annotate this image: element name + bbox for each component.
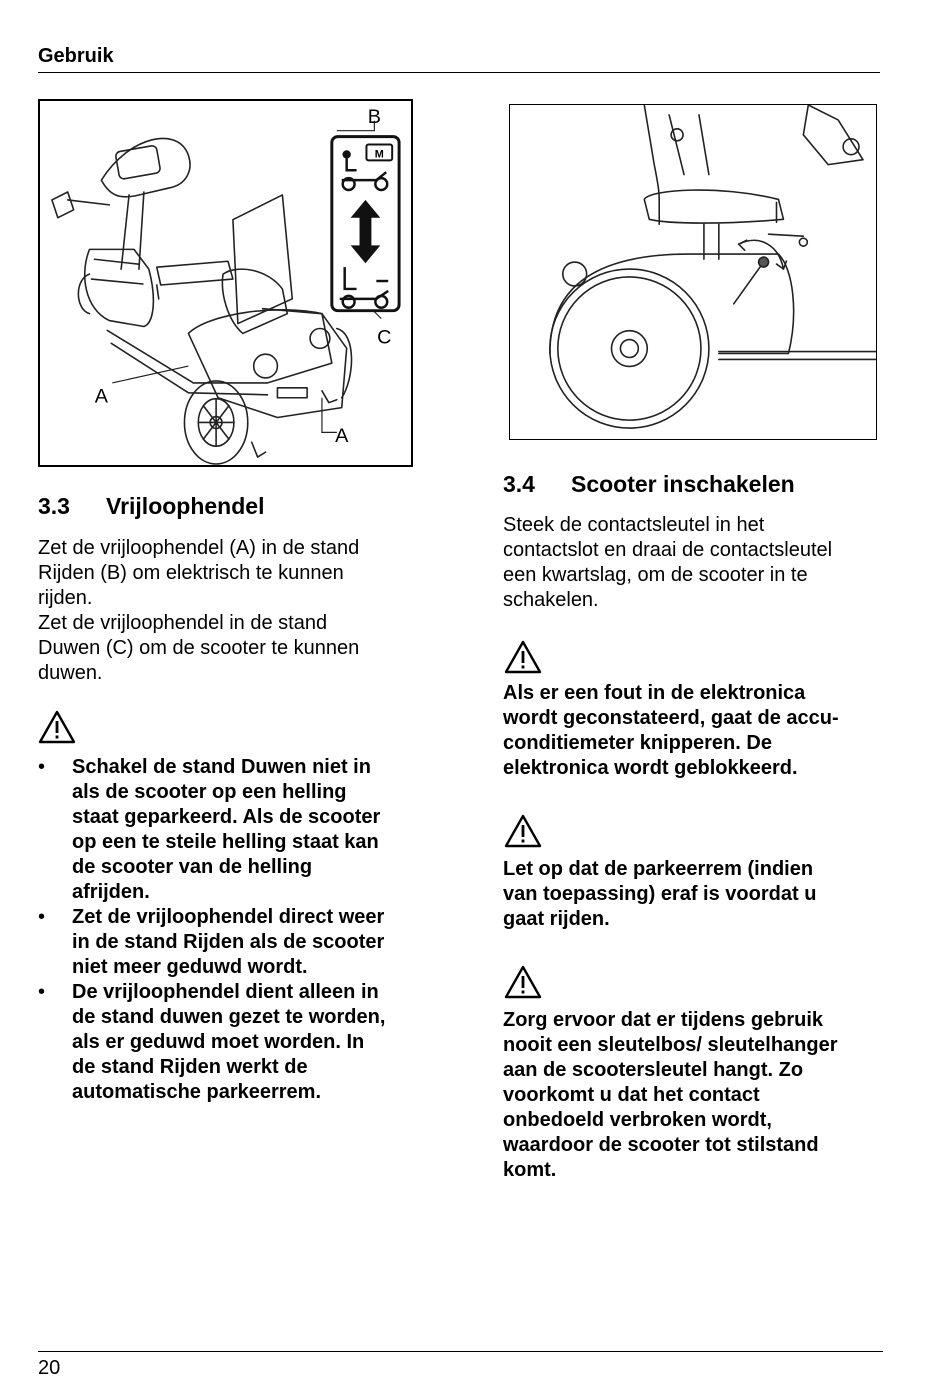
- figure-freewheel-lever: [38, 99, 413, 467]
- figure-seat-detail: [509, 104, 877, 440]
- body-line: contactslot en draai de contactsleutel: [503, 539, 833, 561]
- list-item: • Zet de vrijloophendel direct weer in de stand Rijden als de scooter niet meer geduwd wordt.: [38, 905, 428, 980]
- scooter-illustration: [40, 101, 411, 465]
- warning-text-keychain: Zorg ervoor dat er tijdens gebruik nooit een sleutelbos/ sleutelhanger aan de scootersleutel hangt. Zo voorkomt u dat het contact onbedoeld verbroken wordt, waardoor de scooter tot stilstand komt.: [503, 1009, 838, 1181]
- body-line: rijden.: [38, 587, 93, 609]
- body-line: Steek de contactsleutel in het: [503, 514, 765, 536]
- warning-bullet-list: [38, 755, 428, 1105]
- running-header: Gebruik: [38, 45, 114, 67]
- section-number: 3.4: [503, 471, 535, 497]
- section-title: Scooter inschakelen: [571, 471, 795, 497]
- warning-triangle-icon: [504, 965, 542, 999]
- warning-triangle-icon: [38, 710, 76, 744]
- callout-a-left: A: [94, 385, 108, 408]
- section-3-4-body: [503, 513, 883, 613]
- body-line: schakelen.: [503, 589, 599, 611]
- section-3-3-body: [38, 536, 418, 686]
- body-line: Duwen (C) om de scooter te kunnen: [38, 637, 360, 659]
- body-line: duwen.: [38, 662, 103, 684]
- body-line: een kwartslag, om de scooter in te: [503, 564, 808, 586]
- callout-a-right: A: [335, 425, 349, 448]
- lever-mode-label: M: [374, 148, 384, 161]
- section-heading-3-3: [38, 493, 264, 520]
- section-number: 3.3: [38, 493, 70, 519]
- footer-rule: [38, 1351, 883, 1352]
- body-line: Zet de vrijloophendel in de stand: [38, 612, 328, 634]
- warning-text-electronics: Als er een fout in de elektronica wordt geconstateerd, gaat de accu- conditiemeter knipperen. De elektronica wordt geblokkeerd.: [503, 682, 839, 779]
- header-rule: [38, 72, 880, 73]
- body-line: Rijden (B) om elektrisch te kunnen: [38, 562, 344, 584]
- warning-triangle-icon: [504, 640, 542, 674]
- seat-wheel-illustration: [510, 105, 876, 439]
- list-item: • De vrijloophendel dient alleen in de stand duwen gezet te worden, als er geduwd moet worden. In de stand Rijden werkt de automatische parkeerrem.: [38, 980, 428, 1105]
- section-title: Vrijloophendel: [106, 493, 265, 519]
- section-heading-3-4: [503, 471, 795, 498]
- body-line: Zet de vrijloophendel (A) in de stand: [38, 537, 360, 559]
- warning-text-parking-brake: Let op dat de parkeerrem (indien van toepassing) eraf is voordat u gaat rijden.: [503, 858, 817, 930]
- callout-b: B: [367, 105, 381, 128]
- warning-triangle-icon: [504, 814, 542, 848]
- list-item: • Schakel de stand Duwen niet in als de scooter op een helling staat geparkeerd. Als de scooter op een te steile helling staat kan de scooter van de helling afrijden.: [38, 755, 428, 905]
- page-number: 20: [38, 1357, 61, 1379]
- callout-c: C: [377, 326, 392, 349]
